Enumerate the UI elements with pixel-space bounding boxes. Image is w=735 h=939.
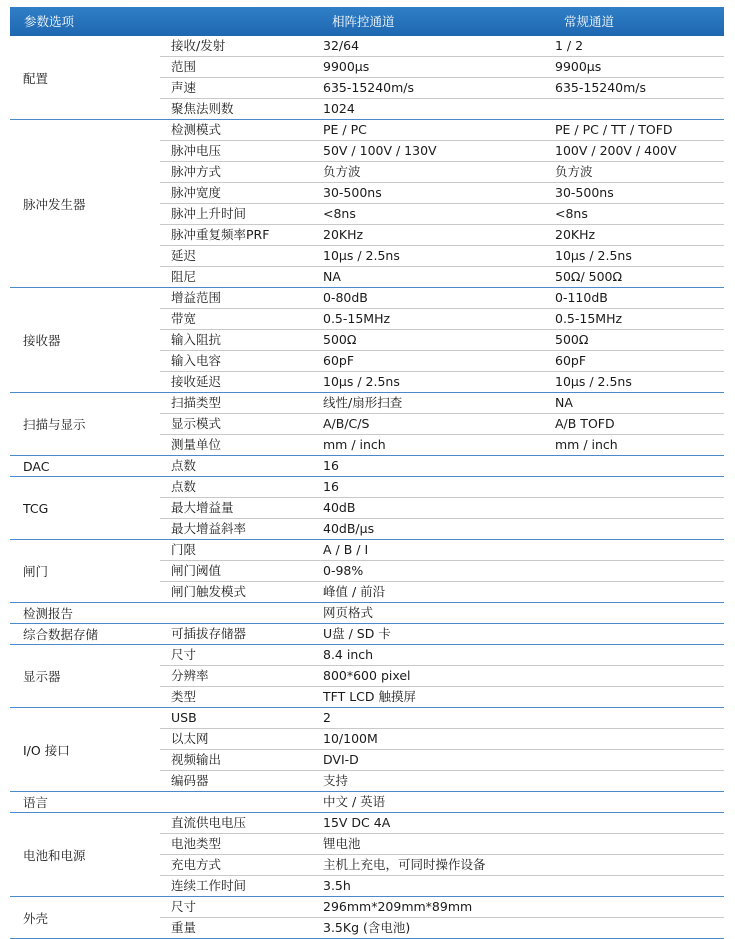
sub-param-cell: 脉冲电压	[171, 143, 222, 158]
phased-array-value: A / B / I	[323, 542, 369, 557]
sub-param-cell: 测量单位	[171, 437, 222, 452]
table-row	[160, 854, 724, 875]
phased-array-value: 1024	[323, 101, 355, 116]
sub-param-cell: 编码器	[171, 773, 209, 788]
phased-array-value: 40dB	[323, 500, 356, 515]
conventional-value: 500Ω	[555, 332, 589, 347]
spec-group	[10, 645, 724, 708]
conventional-value: 30-500ns	[555, 185, 614, 200]
group-rows	[160, 288, 724, 392]
conventional-value: mm / inch	[555, 437, 618, 452]
phased-array-value: PE / PC	[323, 122, 367, 137]
phased-array-value: 0-80dB	[323, 290, 368, 305]
table-row	[160, 645, 724, 665]
table-row	[160, 98, 724, 119]
table-row	[160, 36, 724, 56]
group-name: 脉冲发生器	[23, 196, 86, 212]
sub-param-cell: 闸门触发模式	[171, 584, 247, 599]
table-row	[160, 182, 724, 203]
spec-groups	[10, 36, 724, 939]
conventional-value: 60pF	[555, 353, 587, 368]
group-rows	[160, 477, 724, 539]
phased-array-value: 50V / 100V / 130V	[323, 143, 437, 158]
phased-array-value: 32/64	[323, 38, 360, 53]
group-rows	[160, 708, 724, 791]
phased-array-value: U盘 / SD 卡	[323, 626, 391, 641]
phased-array-value: 800*600 pixel	[323, 668, 411, 683]
group-name: I/O 接口	[23, 742, 70, 758]
group-rows	[160, 36, 724, 119]
sub-param-cell: 闸门阈值	[171, 563, 222, 578]
conventional-value: <8ns	[555, 206, 588, 221]
phased-array-value: 15V DC 4A	[323, 815, 391, 830]
table-row	[160, 813, 724, 833]
sub-param-cell	[160, 792, 323, 812]
phased-array-value: 网页格式	[323, 605, 374, 620]
spec-table	[10, 7, 724, 939]
table-row	[160, 770, 724, 791]
phased-array-value: 30-500ns	[323, 185, 382, 200]
group-rows	[160, 456, 724, 476]
sub-param-cell: 最大增益斜率	[171, 521, 247, 536]
sub-param-cell: 类型	[171, 689, 197, 704]
sub-param-cell: 重量	[171, 920, 197, 935]
table-row	[160, 329, 724, 350]
sub-param-cell: 接收延迟	[171, 374, 222, 389]
table-row	[160, 749, 724, 770]
phased-array-value: 中文 / 英语	[323, 794, 386, 809]
table-row	[160, 560, 724, 581]
table-row	[160, 308, 724, 329]
phased-array-value: 支持	[323, 773, 349, 788]
spec-group	[10, 603, 724, 624]
phased-array-value: NA	[323, 269, 341, 284]
group-name: DAC	[23, 458, 50, 474]
table-row	[160, 917, 724, 938]
sub-param-cell: 尺寸	[171, 899, 197, 914]
sub-param-cell: 尺寸	[171, 647, 197, 662]
group-rows	[160, 603, 724, 623]
conventional-value: 10μs / 2.5ns	[555, 248, 632, 263]
sub-param-cell: 输入阻抗	[171, 332, 222, 347]
phased-array-value: DVI-D	[323, 752, 359, 767]
phased-array-value: 10μs / 2.5ns	[323, 248, 400, 263]
phased-array-value: mm / inch	[323, 437, 386, 452]
sub-param-cell: 充电方式	[171, 857, 222, 872]
table-row	[160, 897, 724, 917]
conventional-value: 9900μs	[555, 59, 602, 74]
table-row	[160, 393, 724, 413]
header-conventional: 常规通道	[564, 14, 615, 29]
group-rows	[160, 645, 724, 707]
conventional-value: NA	[555, 395, 573, 410]
conventional-value: 0-110dB	[555, 290, 608, 305]
table-row	[160, 792, 724, 812]
table-row	[160, 413, 724, 434]
group-name: 显示器	[23, 669, 61, 684]
group-name: TCG	[23, 500, 49, 516]
phased-array-value: 主机上充电，可同时操作设备	[323, 857, 486, 872]
sub-param-cell: 带宽	[171, 311, 197, 326]
spec-group	[10, 792, 724, 813]
table-header	[10, 7, 724, 36]
group-name: 扫描与显示	[23, 417, 86, 432]
phased-array-value: 线性/扇形扫查	[323, 395, 403, 410]
table-row	[160, 603, 724, 623]
group-rows	[160, 813, 724, 896]
sub-param-cell: 接收/发射	[171, 38, 226, 53]
phased-array-value: A/B/C/S	[323, 416, 370, 431]
phased-array-value: TFT LCD 触摸屏	[323, 689, 417, 704]
group-name: 接收器	[23, 333, 61, 348]
group-name: 电池和电源	[23, 847, 86, 863]
phased-array-value: 9900μs	[323, 59, 370, 74]
phased-array-value: 0-98%	[323, 563, 364, 578]
phased-array-value: 16	[323, 458, 339, 473]
spec-group	[10, 897, 724, 939]
sub-param-cell: 视频输出	[171, 752, 222, 767]
phased-array-value: 20KHz	[323, 227, 364, 242]
spec-group	[10, 120, 724, 288]
table-row	[160, 288, 724, 308]
spec-group	[10, 456, 724, 477]
phased-array-value: 16	[323, 479, 339, 494]
conventional-value: 20KHz	[555, 227, 596, 242]
phased-array-value: 10μs / 2.5ns	[323, 374, 400, 389]
table-row	[160, 875, 724, 896]
group-rows	[160, 792, 724, 812]
table-row	[160, 266, 724, 287]
spec-group	[10, 540, 724, 603]
sub-param-cell: 以太网	[171, 731, 209, 746]
phased-array-value: 296mm*209mm*89mm	[323, 899, 473, 914]
spec-group	[10, 393, 724, 456]
conventional-value: 0.5-15MHz	[555, 311, 623, 326]
spec-group	[10, 624, 724, 645]
phased-array-value: 8.4 inch	[323, 647, 374, 662]
phased-array-value: 0.5-15MHz	[323, 311, 391, 326]
table-row	[160, 120, 724, 140]
sub-param-cell: 门限	[171, 542, 197, 557]
conventional-value: PE / PC / TT / TOFD	[555, 122, 673, 137]
sub-param-cell: 脉冲重复频率PRF	[171, 227, 270, 242]
table-row	[160, 456, 724, 476]
sub-param-cell: USB	[171, 710, 197, 725]
sub-param-cell: 增益范围	[171, 290, 222, 305]
conventional-value: 10μs / 2.5ns	[555, 374, 632, 389]
table-row	[160, 497, 724, 518]
sub-param-cell: 最大增益量	[171, 500, 234, 515]
table-row	[160, 224, 724, 245]
group-rows	[160, 120, 724, 287]
phased-array-value: 60pF	[323, 353, 355, 368]
phased-array-value: 3.5Kg (含电池)	[323, 920, 411, 935]
table-row	[160, 245, 724, 266]
sub-param-cell	[160, 603, 323, 623]
phased-array-value: 负方波	[323, 164, 361, 179]
sub-param-cell: 分辨率	[171, 668, 209, 683]
table-row	[160, 518, 724, 539]
spec-group	[10, 477, 724, 540]
table-row	[160, 833, 724, 854]
header-phased-array: 相阵控通道	[332, 14, 395, 29]
sub-param-cell: 点数	[171, 458, 197, 473]
group-name: 外壳	[23, 910, 49, 926]
phased-array-value: 635-15240m/s	[323, 80, 415, 95]
spec-group	[10, 36, 724, 120]
conventional-value: 50Ω/ 500Ω	[555, 269, 623, 284]
spec-group	[10, 288, 724, 393]
phased-array-value: 3.5h	[323, 878, 351, 893]
sub-param-cell: 脉冲上升时间	[171, 206, 247, 221]
sub-param-cell: 电池类型	[171, 836, 222, 851]
group-rows	[160, 393, 724, 455]
group-name: 综合数据存储	[23, 627, 99, 642]
table-row	[160, 371, 724, 392]
phased-array-value: 峰值 / 前沿	[323, 584, 386, 599]
group-name: 语言	[23, 795, 49, 810]
sub-param-cell: 扫描类型	[171, 395, 222, 410]
phased-array-value: 40dB/μs	[323, 521, 375, 536]
sub-param-cell: 聚焦法则数	[171, 101, 234, 116]
sub-param-cell: 直流供电电压	[171, 815, 247, 830]
sub-param-cell: 延迟	[171, 248, 197, 263]
sub-param-cell: 脉冲方式	[171, 164, 222, 179]
sub-param-cell: 阻尼	[171, 269, 197, 284]
table-row	[160, 581, 724, 602]
group-rows	[160, 624, 724, 644]
group-name: 检测报告	[23, 606, 74, 621]
phased-array-value: <8ns	[323, 206, 356, 221]
table-row	[160, 140, 724, 161]
conventional-value: 负方波	[555, 164, 593, 179]
table-row	[160, 708, 724, 728]
table-row	[160, 624, 724, 644]
table-row	[160, 665, 724, 686]
table-row	[160, 350, 724, 371]
conventional-value: 1 / 2	[555, 38, 584, 53]
phased-array-value: 锂电池	[323, 836, 361, 851]
phased-array-value: 10/100M	[323, 731, 378, 746]
group-name: 闸门	[23, 564, 49, 579]
table-row	[160, 161, 724, 182]
table-row	[160, 434, 724, 455]
conventional-value: 635-15240m/s	[555, 80, 647, 95]
table-row	[160, 477, 724, 497]
group-rows	[160, 897, 724, 938]
table-row	[160, 77, 724, 98]
spec-group	[10, 813, 724, 897]
phased-array-value: 2	[323, 710, 331, 725]
table-row	[160, 203, 724, 224]
conventional-value: 100V / 200V / 400V	[555, 143, 677, 158]
group-rows	[160, 540, 724, 602]
conventional-value: A/B TOFD	[555, 416, 615, 431]
sub-param-cell: 连续工作时间	[171, 878, 247, 893]
spec-group	[10, 708, 724, 792]
phased-array-value: 500Ω	[323, 332, 357, 347]
sub-param-cell: 声速	[171, 80, 197, 95]
sub-param-cell: 输入电容	[171, 353, 222, 368]
sub-param-cell: 可插拔存储器	[171, 626, 247, 641]
sub-param-cell: 范围	[171, 59, 197, 74]
group-name: 配置	[23, 70, 49, 86]
sub-param-cell: 点数	[171, 479, 197, 494]
sub-param-cell: 检测模式	[171, 122, 222, 137]
sub-param-cell: 脉冲宽度	[171, 185, 222, 200]
table-row	[160, 686, 724, 707]
table-row	[160, 728, 724, 749]
table-row	[160, 56, 724, 77]
header-param: 参数选项	[24, 14, 75, 29]
table-row	[160, 540, 724, 560]
sub-param-cell: 显示模式	[171, 416, 222, 431]
